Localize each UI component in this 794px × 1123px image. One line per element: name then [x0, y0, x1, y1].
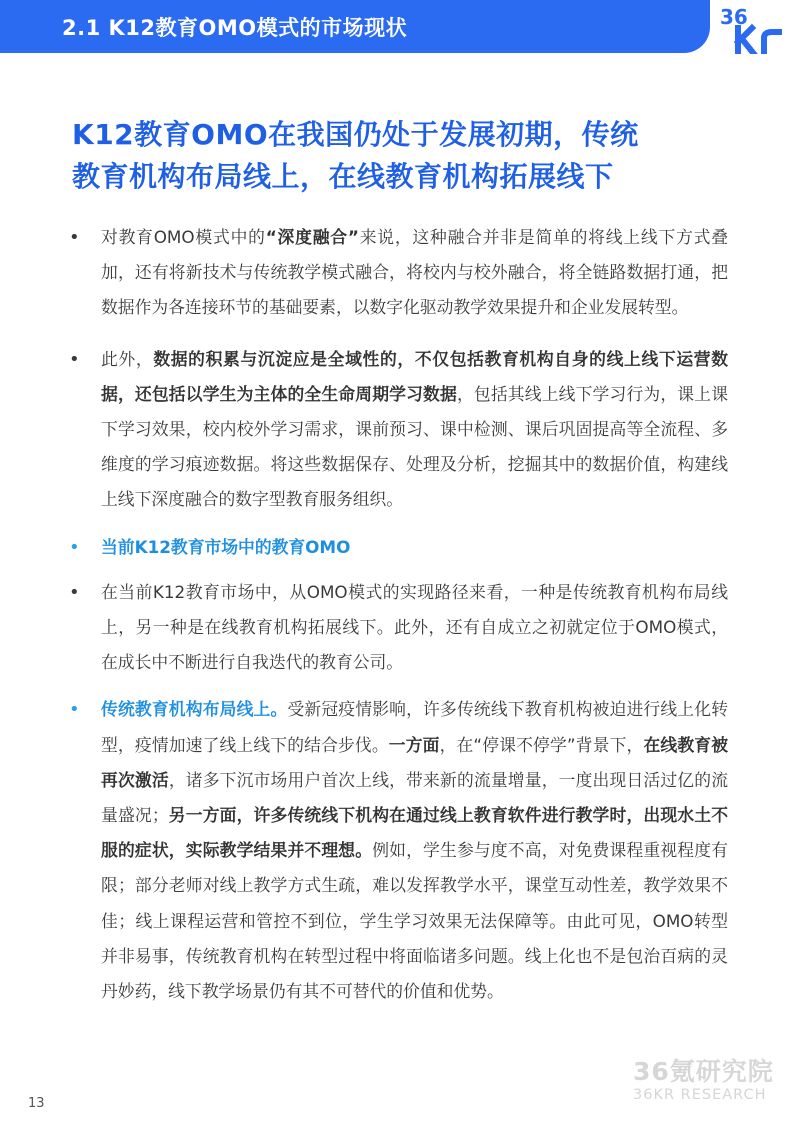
main-title — [72, 114, 722, 198]
bullet-paragraph-deep-integration — [64, 220, 728, 326]
text: ，在“停课不停学”背景下， — [439, 734, 644, 755]
watermark-subtitle: 36KR RESEARCH — [633, 1087, 767, 1103]
highlight-heading: 传统教育机构布局线上。 — [101, 699, 288, 720]
bullet-heading-current-omo — [64, 530, 728, 565]
watermark-title: 36氪研究院 — [633, 1057, 774, 1086]
text: 对教育OMO模式中的 — [101, 227, 266, 247]
section-title: 2.1 K12教育OMO模式的市场现状 — [62, 16, 408, 40]
bullet-paragraph-data-accumulation — [64, 342, 728, 518]
highlight-heading: 当前K12教育市场中的教育OMO — [101, 536, 351, 557]
bullet-dot: • — [69, 348, 80, 370]
header-bar — [0, 0, 710, 53]
bold-text: 在线教育被再次激活 — [101, 734, 728, 790]
bold-text: 另一方面，许多传统线下机构在通过线上教育软件进行教学时，出现水土不服的症状，实际教学结果并不理想。 — [101, 805, 728, 861]
bullet-dot: • — [69, 536, 80, 558]
bullet-dot: • — [69, 699, 80, 721]
text: 来说，这种融合并非是简单的将线上线下方式叠加，还有将新技术与传统教学模式融合，将校内与校外融合，将全链路数据打通，把数据作为各连接环节的基础要素，以数字化驱动教学效果提升和企业发展转型。 — [101, 227, 729, 318]
text: ，诸多下沉市场用户首次上线，带来新的流量增量，一度出现日活过亿的流量盛况； — [101, 769, 728, 826]
main-title-line-1: K12教育OMO在我国仍处于发展初期，传统 — [72, 118, 639, 151]
bold-text: 一方面 — [388, 734, 440, 755]
page-number: 13 — [28, 1096, 45, 1111]
main-title-line-2: 教育机构布局线上，在线教育机构拓展线下 — [72, 160, 614, 193]
text: 在当前K12教育市场中，从OMO模式的实现路径来看，一种是传统教育机构布局线上，另一种是在线教育机构拓展线下。此外，还有自成立之初就定位于OMO模式，在成长中不断进行自我迭代的教育公司。 — [101, 581, 728, 673]
bullet-paragraph-traditional-online — [64, 692, 728, 1009]
text: ，包括其线上线下学习行为，课上课下学习效果，校内校外学习需求，课前预习、课中检测、课后巩固提高等全流程、多维度的学习痕迹数据。将这些数据保存、处理及分析，挖掘其中的数据价值，构建线上线下深度融合的数字型教育服务组织。 — [101, 383, 728, 510]
watermark — [633, 1058, 783, 1104]
text: 例如，学生参与度不高，对免费课程重视程度有限；部分老师对线上教学方式生疏，难以发挥教学水平，课堂互动性差，教学效果不佳；线上课程运营和管控不到位，学生学习效果无法保障等。由此可见，OMO转型并非易事，传统教育机构在转型过程中将面临诸多问题。线上化也不是包治百病的灵丹妙药，线下教学场景仍有其不可替代的价值和优势。 — [101, 840, 728, 1002]
bullet-paragraph-implementation-path — [64, 575, 728, 681]
bold-text: “深度融合” — [265, 227, 359, 247]
bullet-dot: • — [69, 227, 80, 248]
text: 受新冠疫情影响，许多传统线下教育机构被迫进行线上化转型，疫情加速了线上线下的结合步伐。 — [101, 699, 728, 755]
body-content — [64, 220, 728, 1009]
36kr-logo — [718, 2, 794, 54]
text: 此外， — [101, 348, 154, 369]
bullet-dot: • — [69, 581, 80, 603]
bold-text: 数据的积累与沉淀应是全域性的，不仅包括教育机构自身的线上线下运营数据，还包括以学生为主体的全生命周期学习数据 — [101, 348, 728, 404]
svg-text:36: 36 — [720, 5, 748, 29]
